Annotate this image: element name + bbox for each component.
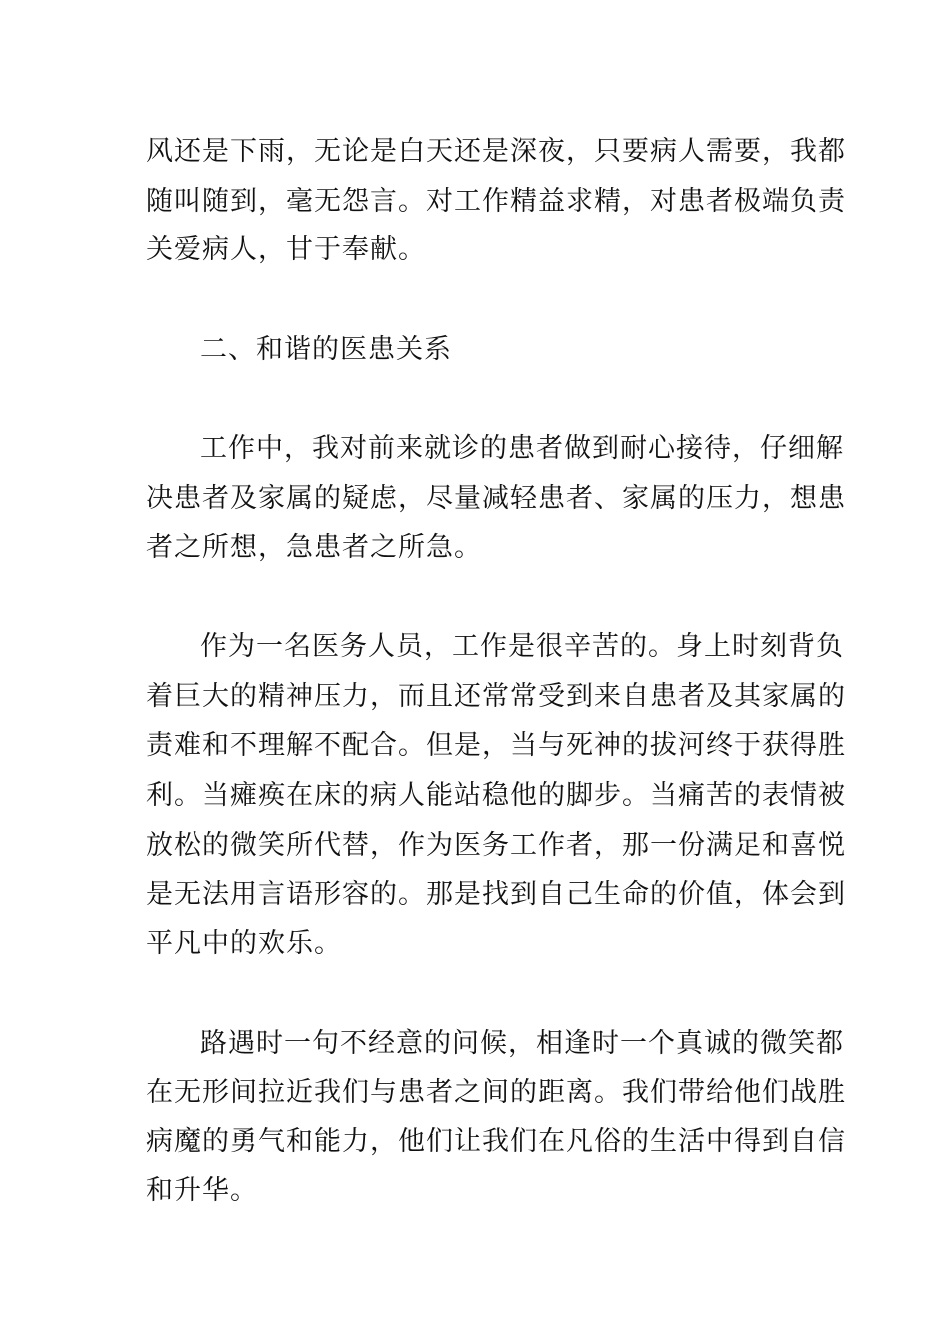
paragraph-line: 病魔的勇气和能力，他们让我们在凡俗的生活中得到自信 xyxy=(146,1126,846,1157)
paragraph-line: 是无法用言语形容的。那是找到自己生命的价值，体会到 xyxy=(146,879,846,910)
paragraph-line: 路遇时一句不经意的问候，相逢时一个真诚的微笑都 xyxy=(200,1028,844,1059)
paragraph-line: 者之所想，急患者之所急。 xyxy=(146,532,482,563)
paragraph-line: 和升华。 xyxy=(146,1175,258,1206)
paragraph-line: 作为一名医务人员，工作是很辛苦的。身上时刻背负 xyxy=(200,631,844,662)
paragraph-line: 随叫随到，毫无怨言。对工作精益求精，对患者极端负责 xyxy=(146,186,846,217)
section-heading: 二、和谐的医患关系 xyxy=(200,334,452,365)
paragraph-line: 责难和不理解不配合。但是，当与死神的拔河终于获得胜 xyxy=(146,730,846,761)
paragraph-line: 决患者及家属的疑虑，尽量减轻患者、家属的压力，想患 xyxy=(146,483,846,514)
paragraph-line: 着巨大的精神压力，而且还常常受到来自患者及其家属的 xyxy=(146,681,846,712)
paragraph-line: 平凡中的欢乐。 xyxy=(146,928,342,959)
paragraph-line: 在无形间拉近我们与患者之间的距离。我们带给他们战胜 xyxy=(146,1077,846,1108)
paragraph-line: 工作中，我对前来就诊的患者做到耐心接待，仔细解 xyxy=(200,433,844,464)
paragraph-line: 风还是下雨，无论是白天还是深夜，只要病人需要，我都 xyxy=(146,136,846,167)
paragraph-line: 关爱病人，甘于奉献。 xyxy=(146,234,426,265)
paragraph-line: 放松的微笑所代替，作为医务工作者，那一份满足和喜悦 xyxy=(146,830,846,861)
paragraph-line: 利。当瘫痪在床的病人能站稳他的脚步。当痛苦的表情被 xyxy=(146,780,846,811)
